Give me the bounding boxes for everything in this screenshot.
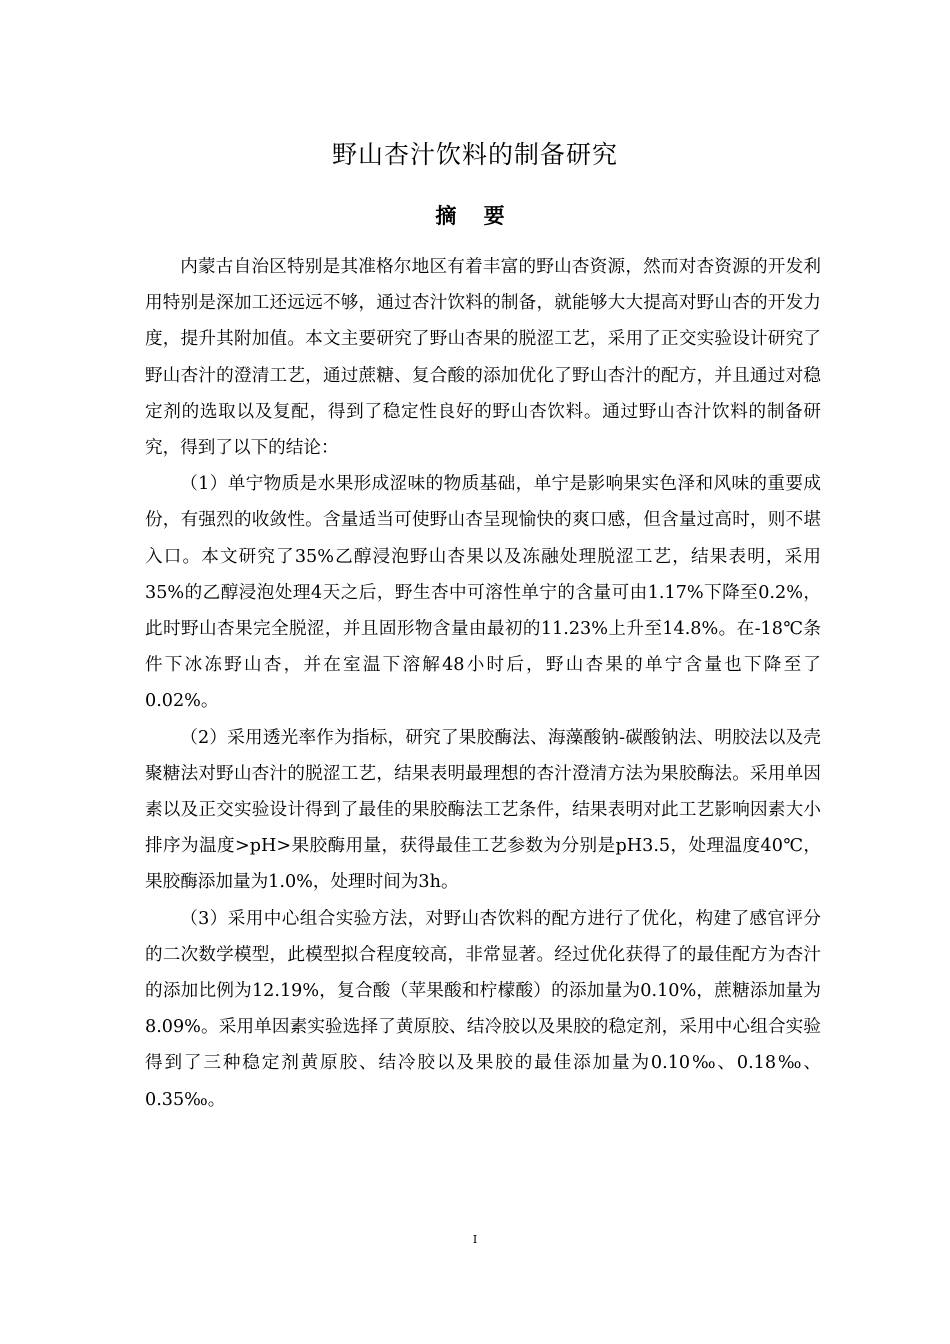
abstract-paragraph-conclusion-1: （1）单宁物质是水果形成涩味的物质基础，单宁是影响果实色泽和风味的重要成份，有强烈的收敛性。含量适当可使野山杏呈现愉快的爽口感，但含量过高时，则不堪入口。本文研究了35%乙醇浸泡野山杏果以及冻融处理脱涩工艺，结果表明，采用35%的乙醇浸泡处理4天之后，野生杏中可溶性单宁的含量可由1.17%下降至0.2%，此时野山杏果完全脱涩，并且固形物含量由最初的11.23%上升至14.8%。在-18℃条件下冰冻野山杏，并在室温下溶解48小时后，野山杏果的单宁含量也下降至了0.02%。 [145,474,821,712]
document-title: 野山杏汁饮料的制备研究 [331,140,618,169]
abstract-heading: 摘 要 [435,203,515,228]
abstract-paragraph-intro: 内蒙古自治区特别是其准格尔地区有着丰富的野山杏资源，然而对杏资源的开发利用特别是深加工还远远不够，通过杏汁饮料的制备，就能够大大提高对野山杏的开发力度，提升其附加值。本文主要研究了野山杏果的脱涩工艺，采用了正交实验设计研究了野山杏汁的澄清工艺，通过蔗糖、复合酸的添加优化了野山杏汁的配方，并且通过对稳定剂的选取以及复配，得到了稳定性良好的野山杏饮料。通过野山杏汁饮料的制备研究，得到了以下的结论： [145,257,821,459]
abstract-body [145,249,821,1118]
abstract-paragraph-conclusion-3: （3）采用中心组合实验方法，对野山杏饮料的配方进行了优化，构建了感官评分的二次数学模型，此模型拟合程度较高，非常显著。经过优化获得了的最佳配方为杏汁的添加比例为12.19%，复合酸（苹果酸和柠檬酸）的添加量为0.10%，蔗糖添加量为8.09%。采用单因素实验选择了黄原胶、结冷胶以及果胶的稳定剂，采用中心组合实验得到了三种稳定剂黄原胶、结冷胶以及果胶的最佳添加量为0.10‰、0.18‰、0.35‰。 [145,908,821,1110]
page-number: I [472,1233,478,1246]
abstract-paragraph-conclusion-2: （2）采用透光率作为指标，研究了果胶酶法、海藻酸钠-碳酸钠法、明胶法以及壳聚糖法对野山杏汁的脱涩工艺，结果表明最理想的杏汁澄清方法为果胶酶法。采用单因素以及正交实验设计得到了最佳的果胶酶法工艺条件，结果表明对此工艺影响因素大小排序为温度>pH>果胶酶用量，获得最佳工艺参数为分别是pH3.5，处理温度40℃，果胶酶添加量为1.0%，处理时间为3h。 [145,727,821,893]
